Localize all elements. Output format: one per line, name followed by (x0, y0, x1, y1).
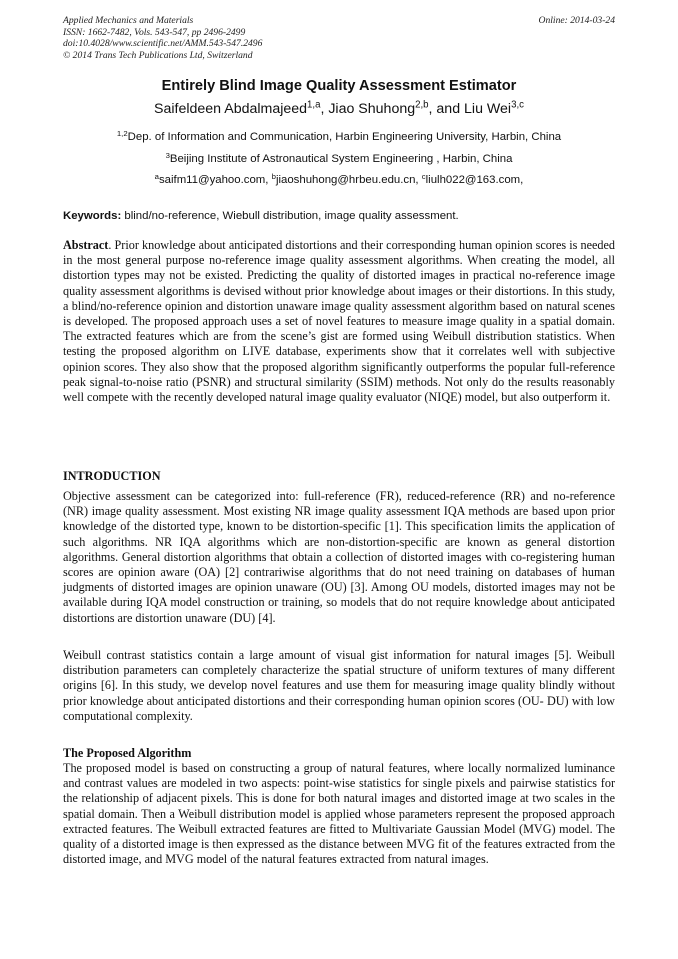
keywords (63, 210, 615, 222)
online-date: Online: 2014-03-24 (538, 15, 615, 26)
email-a: saifm11@yahoo.com, (158, 174, 272, 186)
copyright-line: © 2014 Trans Tech Publications Ltd, Switzerland (63, 49, 253, 61)
journal-header (63, 15, 615, 61)
email-c: liulh022@163.com, (425, 174, 524, 186)
author-emails (0, 171, 678, 186)
author-1: Saifeldeen Abdalmajeed (154, 101, 308, 117)
author-2-affiliation-mark: 2,b (415, 99, 429, 111)
introduction-heading: INTRODUCTION (63, 469, 161, 483)
affiliation-1-text: Dep. of Information and Communication, Harbin Engineering University, Harbin, China (127, 131, 562, 143)
keywords-label: Keywords: (63, 210, 122, 222)
affiliation-2 (0, 150, 678, 165)
introduction-paragraph-2: Weibull contrast statistics contain a large amount of visual gist information for natural images [5]. Weibull distribution parameters can completely characterize the spatial structure of uniform textures of many different origins [6]. In this study, we develop novel features and use them for measuring image quality blindly without prior knowledge about anticipated distortions and their corresponding human opinion scores (OU- DU) with low computational complexity. (63, 648, 615, 723)
proposed-algorithm-heading: The Proposed Algorithm (63, 746, 192, 760)
email-a-mark: a (154, 171, 159, 181)
affiliation-2-mark: 3 (165, 150, 170, 160)
affiliation-2-text: Beijing Institute of Astronautical System Engineering , Harbin, China (169, 153, 513, 165)
affiliation-1-mark: 1,2 (116, 128, 128, 138)
author-2: , Jiao Shuhong (320, 101, 416, 117)
abstract-label: Abstract (63, 238, 109, 252)
proposed-algorithm-paragraph: The proposed model is based on constructing a group of natural features, where locally normalized luminance and contrast values are modeled in two aspects: point-wise statistics for single pixels and pairwise statistics for the relationship of adjacent pixels. This is done for both natural images and distorted image at two scales in the spatial domain. Then a Weibull distribution model is applied whose parameters represent the proposed approach extracted features. The Weibull extracted features are fitted to Multivariate Gaussian Model (MVG) model. The quality of a distorted image is then expressed as the distance between MVG fit of the features extracted from the distorted image, and MVG model of the natural features extracted from natural images. (63, 761, 615, 867)
journal-name: Applied Mechanics and Materials (63, 15, 194, 26)
doi-line: doi:10.4028/www.scientific.net/AMM.543-547.2496 (63, 38, 263, 49)
email-b-mark: b (271, 171, 276, 181)
email-b: jiaoshuhong@hrbeu.edu.cn, (275, 174, 422, 186)
author-list (0, 101, 678, 117)
author-3-affiliation-mark: 3,c (511, 99, 524, 111)
introduction-paragraph-1: Objective assessment can be categorized into: full-reference (FR), reduced-reference (RR) and no-reference (NR) image quality assessment. Most existing NR image quality assessment IQA methods are based upon prior knowledge of the distorted type, known to be distortion-specific [1]. This specification limits the application of such algorithms. NR IQA algorithms which are non-distortion-specific are known as general distortion algorithms. General distortion algorithms that obtain a collection of distorted images with co-registering human scores are opinion aware (OA) [2] contrariwise algorithms that do not need training on databases of human judgments of distorted images are opinion unaware (OU) [3]. Among OU models, distorted images may not be available during IQA model construction or training, so models that do not require knowledge about anticipated distortions are distortion unaware (DU) [4]. (63, 489, 615, 625)
email-c-mark: c (421, 171, 426, 181)
paper-title: Entirely Blind Image Quality Assessment Estimator (161, 78, 517, 94)
issn-line: ISSN: 1662-7482, Vols. 543-547, pp 2496-2499 (63, 26, 246, 38)
keywords-text: blind/no-reference, Wiebull distribution, image quality assessment. (121, 210, 459, 222)
abstract-text: . Prior knowledge about anticipated distortions and their corresponding human opinion scores is needed in the most general purpose no-reference image quality assessment algorithms. When creating the model, all distortion types may not be existed. Predicting the quality of distorted images in practical no-reference image quality assessment algorithms is devised without prior knowledge about images or their distortions. In this study, a blind/no-reference opinion and distortion unaware image quality assessment algorithm based on natural scenes is developed. The proposed approach uses a set of novel features to measure image quality in a spatial domain. The extracted features which are from the scene’s gist are formed using Weibull distribution statistics. When testing the proposed algorithm on LIVE database, experiments show that it correlates well with subjective opinion scores. They also show that the proposed algorithm significantly outperforms the popular full-reference peak signal-to-noise ratio (PSNR) and structural similarity (SSIM) methods. Not only do the results reasonably well compete with the recently developed natural image quality evaluator (NIQE) model, but also outperform it. (63, 238, 615, 405)
abstract (63, 238, 615, 405)
author-3: , and Liu Wei (428, 101, 512, 117)
affiliation-1 (0, 128, 678, 143)
author-1-affiliation-mark: 1,a (307, 99, 321, 111)
